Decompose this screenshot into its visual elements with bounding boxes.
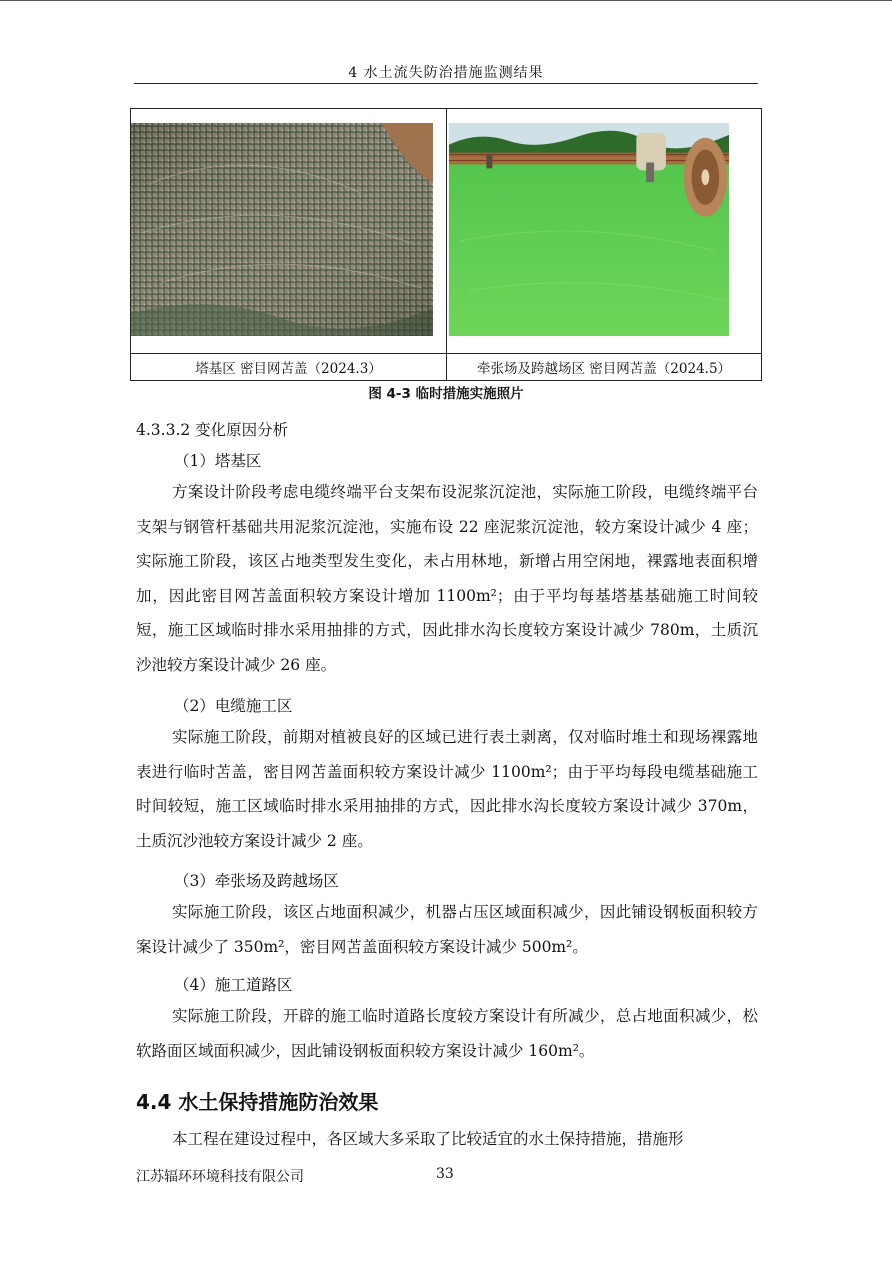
paragraph-stringing-area: 实际施工阶段，该区占地面积减少，机器占压区域面积减少，因此铺设钢板面积较方案设计减少了 350m²，密目网苫盖面积较方案设计减少 500m²。 [136, 903, 758, 956]
figure-title: 图 4-3 临时措施实施照片 [368, 386, 524, 402]
page-number: 33 [436, 1166, 454, 1182]
page-top-border [0, 0, 892, 1]
section-heading-44: 4.4 水土保持措施防治效果 [136, 1090, 379, 1114]
paragraph-section-44: 本工程在建设过程中，各区域大多采取了比较适宜的水土保持措施，措施形 [172, 1130, 684, 1148]
photo-table [130, 108, 762, 381]
photo-caption-right: 牵张场及跨越场区 密目网苫盖（2024.5） [447, 354, 762, 381]
item-label-cable-area: （2）电缆施工区 [174, 697, 293, 715]
photo-cell-left [131, 109, 447, 354]
photo-caption-left: 塔基区 密目网苫盖（2024.3） [131, 354, 447, 381]
paragraph-cable-area: 实际施工阶段，前期对植被良好的区域已进行表土剥离，仅对临时堆土和现场裸露地表进行临时苫盖，密目网苫盖面积较方案设计减少 1100m²；由于平均每段电缆基础施工时间较短，施工区域临时排水采用抽排的方式，因此排水沟长度较方案设计减少 370m，土质沉沙池较方案设计减少 2 座。 [136, 728, 758, 850]
item-label-tower-area: （1）塔基区 [174, 452, 262, 470]
item-label-road-area: （4）施工道路区 [174, 976, 293, 994]
photo-cell-right [447, 109, 762, 354]
paragraph-tower-area: 方案设计阶段考虑电缆终端平台支架布设泥浆沉淀池，实际施工阶段，电缆终端平台支架与钢管杆基础共用泥浆沉淀池，实施布设 22 座泥浆沉淀池，较方案设计减少 4 座；实际施工阶段，该区占地类型发生变化，未占用林地，新增占用空闲地，裸露地表面积增加，因此密目网苫盖面积较方案设计增加 1100m²；由于平均每基塔基基础施工时间较短，施工区域临时排水采用抽排的方式，因此排水沟长度较方案设计减少 780m，土质沉沙池较方案设计减少 26 座。 [136, 483, 758, 674]
paragraph-road-area: 实际施工阶段，开辟的施工临时道路长度较方案设计有所减少，总占地面积减少，松软路面区域面积减少，因此铺设钢板面积较方案设计减少 160m²。 [136, 1007, 758, 1060]
header-rule [134, 83, 758, 84]
photo-tower-area-net-cover [131, 123, 433, 336]
item-label-stringing-area: （3）牵张场及跨越场区 [174, 872, 339, 890]
photo-stringing-site-net-cover [447, 123, 731, 336]
footer-company: 江苏辐环环境科技有限公司 [136, 1169, 304, 1185]
section-heading-4332: 4.3.3.2 变化原因分析 [136, 421, 289, 439]
page-header-title: 4 水土流失防治措施监测结果 [348, 65, 544, 81]
